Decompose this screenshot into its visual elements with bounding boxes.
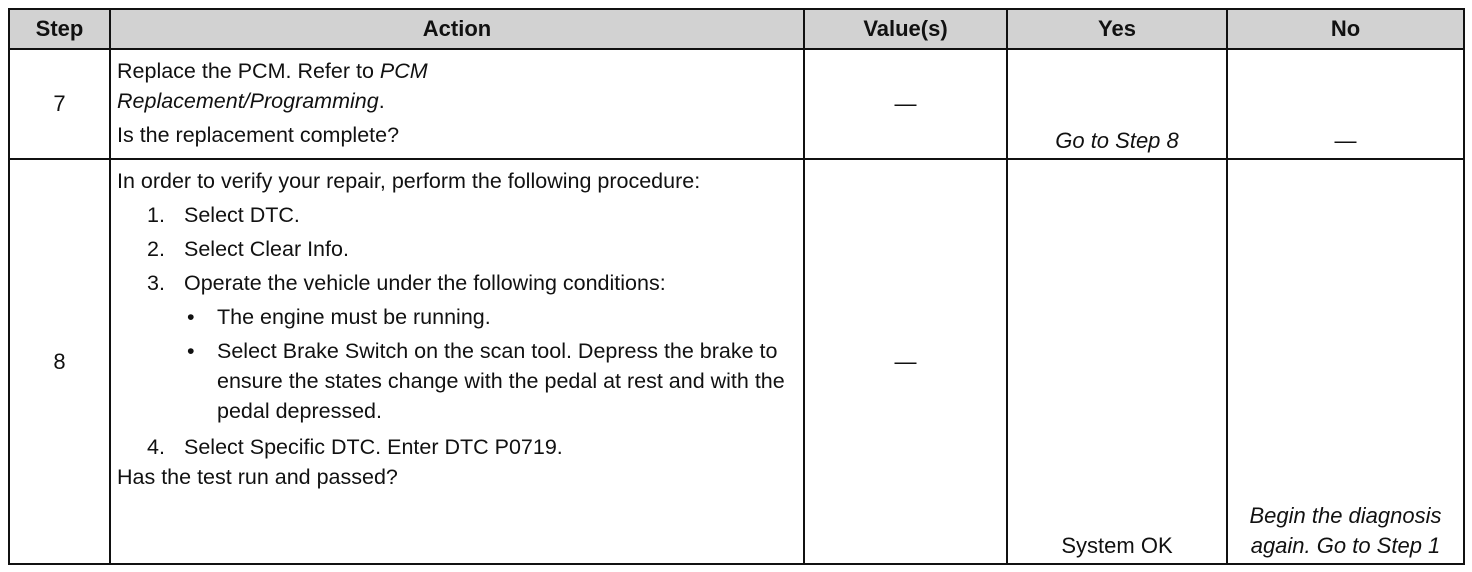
bullet-item: • The engine must be running.	[187, 305, 491, 329]
header-no: No	[1227, 9, 1464, 49]
header-row	[9, 9, 1464, 49]
diagnostic-table	[8, 8, 1465, 565]
step-number: 8	[9, 159, 110, 564]
table-row	[9, 159, 1464, 564]
action-text: Replace the PCM. Refer to PCM Replacement/Programming.	[117, 59, 428, 113]
list-item: 2. Select Clear Info.	[147, 237, 349, 261]
bullet-item: • Select Brake Switch on the scan tool. Depress the brake to ensure the states change with the pedal at rest and with the pedal depressed.	[187, 339, 785, 423]
step-number: 7	[9, 49, 110, 159]
yes-cell: System OK	[1007, 159, 1227, 564]
intro-text: In order to verify your repair, perform the following procedure:	[117, 169, 701, 193]
list-item: 1. Select DTC.	[147, 203, 300, 227]
table-row	[9, 49, 1464, 159]
action-cell	[110, 159, 804, 564]
values-cell: —	[804, 159, 1007, 564]
action-cell	[110, 49, 804, 159]
list-item: 3. Operate the vehicle under the following conditions:	[147, 271, 666, 295]
header-step: Step	[9, 9, 110, 49]
list-item: 4. Select Specific DTC. Enter DTC P0719.	[147, 435, 563, 459]
question-text: Has the test run and passed?	[117, 465, 398, 489]
header-yes: Yes	[1007, 9, 1227, 49]
values-cell: —	[804, 49, 1007, 159]
no-cell: —	[1227, 49, 1464, 159]
header-values: Value(s)	[804, 9, 1007, 49]
question-text: Is the replacement complete?	[117, 123, 400, 147]
yes-cell: Go to Step 8	[1007, 49, 1227, 159]
header-action: Action	[110, 9, 804, 49]
no-cell: Begin the diagnosis again. Go to Step 1	[1227, 159, 1464, 564]
